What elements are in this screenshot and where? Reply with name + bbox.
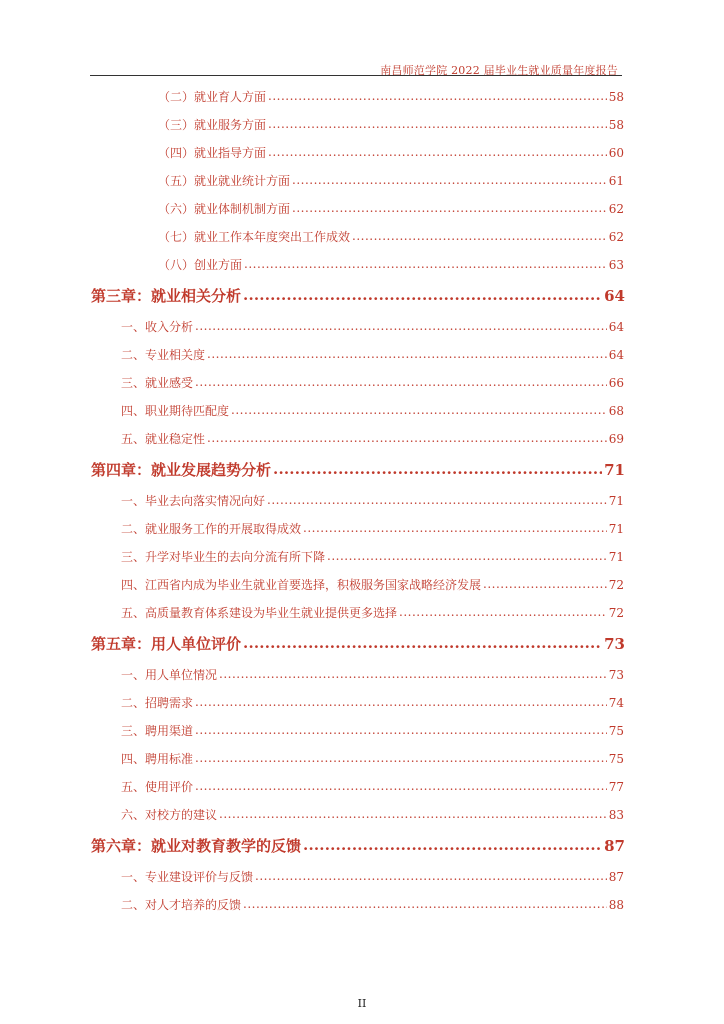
toc-entry[interactable] <box>158 88 624 108</box>
toc-leader-dots <box>195 751 607 765</box>
toc-entry-title: 二、就业服务工作的开展取得成效 <box>121 522 302 536</box>
toc-entry-page: 73 <box>608 668 624 682</box>
toc-entry-page: 75 <box>608 752 624 766</box>
toc-entry-title: 四、江西省内成为毕业生就业首要选择，积极服务国家战略经济发展 <box>121 578 482 592</box>
toc-leader-dots <box>267 493 607 507</box>
toc-chapter-entry[interactable] <box>91 459 625 483</box>
toc-leader-dots <box>352 229 607 243</box>
toc-entry[interactable] <box>121 666 624 686</box>
toc-leader-dots <box>327 549 607 563</box>
toc-entry-page: 83 <box>608 808 624 822</box>
toc-entry-title: 五、就业稳定性 <box>121 432 206 446</box>
toc-entry-title: 三、聘用渠道 <box>121 724 194 738</box>
toc-entry-page: 62 <box>608 230 624 244</box>
toc-entry-page: 75 <box>608 724 624 738</box>
toc-leader-dots <box>292 201 607 215</box>
toc-entry[interactable] <box>158 116 624 136</box>
toc-leader-dots <box>244 257 607 271</box>
toc-leader-dots <box>243 634 602 652</box>
toc-chapter-entry[interactable] <box>91 633 625 657</box>
toc-entry[interactable] <box>121 694 624 714</box>
toc-leader-dots <box>219 667 607 681</box>
toc-entry-page: 69 <box>608 432 624 446</box>
toc-leader-dots <box>195 723 607 737</box>
toc-leader-dots <box>303 836 602 854</box>
toc-entry-page: 72 <box>608 606 624 620</box>
toc-leader-dots <box>399 605 607 619</box>
toc-entry-title: （二）就业育人方面 <box>158 90 267 104</box>
toc-leader-dots <box>219 807 607 821</box>
toc-entry-title: （六）就业体制机制方面 <box>158 202 291 216</box>
toc-chapter-page: 73 <box>604 635 625 653</box>
toc-leader-dots <box>243 286 602 304</box>
toc-entry-page: 58 <box>608 118 624 132</box>
toc-entry[interactable] <box>121 402 624 422</box>
toc-entry-page: 68 <box>608 404 624 418</box>
toc-entry-page: 66 <box>608 376 624 390</box>
toc-entry-title: 一、用人单位情况 <box>121 668 218 682</box>
toc-entry-page: 74 <box>608 696 624 710</box>
toc-entry[interactable] <box>121 346 624 366</box>
toc-entry[interactable] <box>121 806 624 826</box>
toc-entry-page: 71 <box>608 494 624 508</box>
toc-entry[interactable] <box>121 778 624 798</box>
toc-entry-title: 一、收入分析 <box>121 320 194 334</box>
toc-entry[interactable] <box>158 228 624 248</box>
toc-entry-title: 五、高质量教育体系建设为毕业生就业提供更多选择 <box>121 606 398 620</box>
toc-entry-page: 71 <box>608 550 624 564</box>
toc-entry[interactable] <box>121 318 624 338</box>
toc-chapter-page: 64 <box>604 287 625 305</box>
toc-entry-title: 三、就业感受 <box>121 376 194 390</box>
toc-entry[interactable] <box>121 896 624 916</box>
toc-entry[interactable] <box>121 722 624 742</box>
toc-leader-dots <box>195 319 607 333</box>
toc-leader-dots <box>195 375 607 389</box>
toc-entry-page: 58 <box>608 90 624 104</box>
toc-entry-page: 87 <box>608 870 624 884</box>
toc-leader-dots <box>268 89 607 103</box>
toc-entry-page: 64 <box>608 320 624 334</box>
toc-entry[interactable] <box>121 604 624 624</box>
toc-chapter-title: 第六章：就业对教育教学的反馈 <box>91 837 302 855</box>
toc-entry-title: 二、对人才培养的反馈 <box>121 898 242 912</box>
header-title: 南昌师范学院 2022 届毕业生就业质量年度报告 <box>380 64 618 77</box>
toc-entry-title: 四、聘用标准 <box>121 752 194 766</box>
toc-entry[interactable] <box>121 520 624 540</box>
toc-leader-dots <box>231 403 607 417</box>
toc-leader-dots <box>303 521 607 535</box>
toc-leader-dots <box>292 173 607 187</box>
page-number: II <box>357 997 367 1010</box>
toc-entry-page: 63 <box>608 258 624 272</box>
toc-entry[interactable] <box>121 868 624 888</box>
toc-leader-dots <box>195 779 607 793</box>
toc-chapter-page: 87 <box>604 837 625 855</box>
toc-leader-dots <box>255 869 607 883</box>
toc-entry-page: 88 <box>608 898 624 912</box>
toc-chapter-entry[interactable] <box>91 835 625 859</box>
toc-chapter-title: 第三章：就业相关分析 <box>91 287 242 305</box>
toc-entry-title: （八）创业方面 <box>158 258 243 272</box>
toc-entry-title: 一、专业建设评价与反馈 <box>121 870 254 884</box>
toc-entry[interactable] <box>121 548 624 568</box>
toc-chapter-page: 71 <box>604 461 625 479</box>
toc-leader-dots <box>243 897 607 911</box>
toc-leader-dots <box>268 117 607 131</box>
toc-entry-page: 64 <box>608 348 624 362</box>
toc-entry[interactable] <box>121 576 624 596</box>
toc-entry-page: 71 <box>608 522 624 536</box>
toc-entry[interactable] <box>121 430 624 450</box>
toc-entry[interactable] <box>121 374 624 394</box>
toc-leader-dots <box>195 695 607 709</box>
toc-entry-title: 二、专业相关度 <box>121 348 206 362</box>
toc-entry-page: 60 <box>608 146 624 160</box>
toc-entry-title: （五）就业就业统计方面 <box>158 174 291 188</box>
toc-entry[interactable] <box>158 200 624 220</box>
toc-chapter-title: 第五章：用人单位评价 <box>91 635 242 653</box>
toc-chapter-entry[interactable] <box>91 285 625 309</box>
toc-entry-title: 五、使用评价 <box>121 780 194 794</box>
toc-entry[interactable] <box>121 492 624 512</box>
header-divider <box>90 75 622 76</box>
toc-entry-title: 四、职业期待匹配度 <box>121 404 230 418</box>
toc-leader-dots <box>207 431 607 445</box>
toc-entry-title: （三）就业服务方面 <box>158 118 267 132</box>
toc-leader-dots <box>273 460 602 478</box>
toc-entry[interactable] <box>158 144 624 164</box>
toc-entry-title: 六、对校方的建议 <box>121 808 218 822</box>
toc-entry[interactable] <box>158 172 624 192</box>
toc-entry-page: 72 <box>608 578 624 592</box>
toc-entry[interactable] <box>158 256 624 276</box>
toc-chapter-title: 第四章：就业发展趋势分析 <box>91 461 272 479</box>
toc-entry-page: 77 <box>608 780 624 794</box>
toc-entry[interactable] <box>121 750 624 770</box>
toc-leader-dots <box>268 145 607 159</box>
toc-entry-title: 三、升学对毕业生的去向分流有所下降 <box>121 550 326 564</box>
toc-entry-page: 61 <box>608 174 624 188</box>
toc-leader-dots <box>483 577 607 591</box>
toc-entry-title: 二、招聘需求 <box>121 696 194 710</box>
toc-entry-page: 62 <box>608 202 624 216</box>
toc-entry-title: （四）就业指导方面 <box>158 146 267 160</box>
toc-entry-title: （七）就业工作本年度突出工作成效 <box>158 230 351 244</box>
toc-entry-title: 一、毕业去向落实情况向好 <box>121 494 266 508</box>
toc-leader-dots <box>207 347 607 361</box>
